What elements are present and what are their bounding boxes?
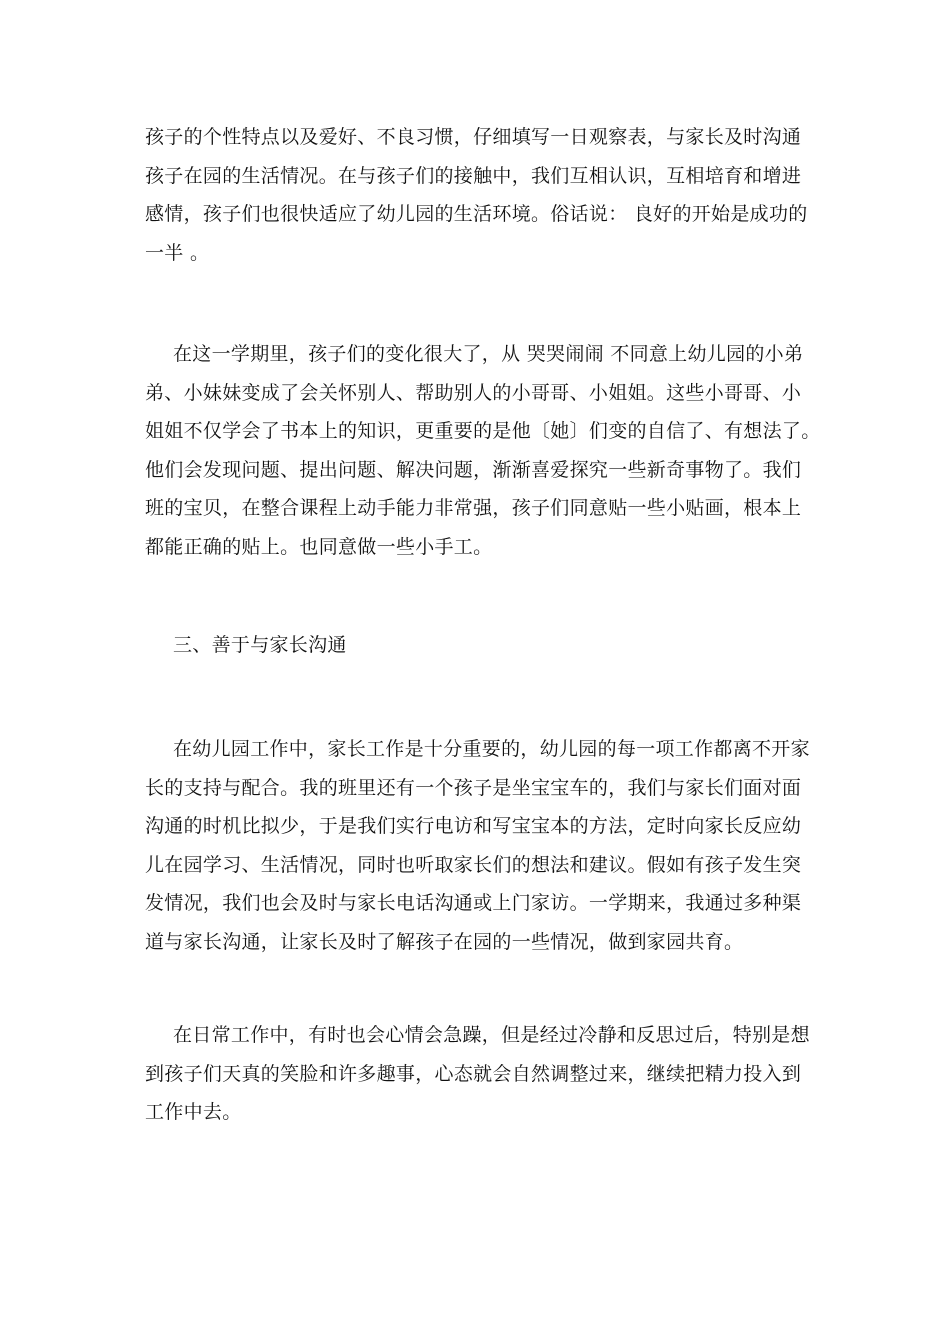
section-heading-text: 三、善于与家长沟通 xyxy=(173,634,347,656)
paragraph-child-habits xyxy=(145,118,810,272)
paragraph-line: 姐姐不仅学会了书本上的知识，更重要的是他〔她〕们变的自信了、有想法了。 xyxy=(145,420,821,442)
paragraph-line: 儿在园学习、生活情况，同时也听取家长们的想法和建议。假如有孩子发生突 xyxy=(145,853,802,876)
paragraph-line: 在幼儿园工作中，家长工作是十分重要的，幼儿园的每一项工作都离不开家 xyxy=(173,738,810,760)
paragraph-line: 工作中去。 xyxy=(145,1101,242,1123)
paragraph-line: 道与家长沟通，让家长及时了解孩子在园的一些情况，做到家园共育。 xyxy=(145,930,744,953)
paragraph-line: 一半 。 xyxy=(145,241,210,264)
paragraph-line: 孩子的个性特点以及爱好、不良习惯，仔细填写一日观察表，与家长及时沟通 xyxy=(145,126,802,148)
section-heading xyxy=(145,626,810,665)
paragraph-semester-changes xyxy=(145,335,821,566)
paragraph-line: 他们会发现问题、提出问题、解决问题，渐渐喜爱探究一些新奇事物了。我们 xyxy=(145,458,802,481)
paragraph-daily-work xyxy=(145,1016,810,1132)
paragraph-line: 长的支持与配合。我的班里还有一个孩子是坐宝宝车的，我们与家长们面对面 xyxy=(145,776,802,799)
paragraph-line: 发情况，我们也会及时与家长电话沟通或上门家访。一学期来，我通过多种渠 xyxy=(145,892,802,914)
paragraph-line: 弟、小妹妹变成了会关怀别人、帮助别人的小哥哥、小姐姐。这些小哥哥、小 xyxy=(145,381,802,404)
paragraph-line: 在日常工作中，有时也会心情会急躁，但是经过冷静和反思过后，特别是想 xyxy=(173,1024,810,1046)
paragraph-line: 感情，孩子们也很快适应了幼儿园的生活环境。俗话说： 良好的开始是成功的 xyxy=(145,203,808,225)
paragraph-line: 到孩子们天真的笑脸和许多趣事，心态就会自然调整过来，继续把精力投入到 xyxy=(145,1062,802,1085)
paragraph-line: 沟通的时机比拟少，于是我们实行电访和写宝宝本的方法，定时向家长反应幼 xyxy=(145,815,802,837)
paragraph-line: 班的宝贝，在整合课程上动手能力非常强，孩子们同意贴一些小贴画，根本上 xyxy=(145,497,802,519)
paragraph-line: 孩子在园的生活情况。在与孩子们的接触中，我们互相认识，互相培育和增进 xyxy=(145,164,802,187)
paragraph-line: 在这一学期里，孩子们的变化很大了，从 哭哭闹闹 不同意上幼儿园的小弟 xyxy=(173,343,804,365)
paragraph-parent-communication xyxy=(145,730,810,961)
paragraph-line: 都能正确的贴上。也同意做一些小手工。 xyxy=(145,535,493,558)
